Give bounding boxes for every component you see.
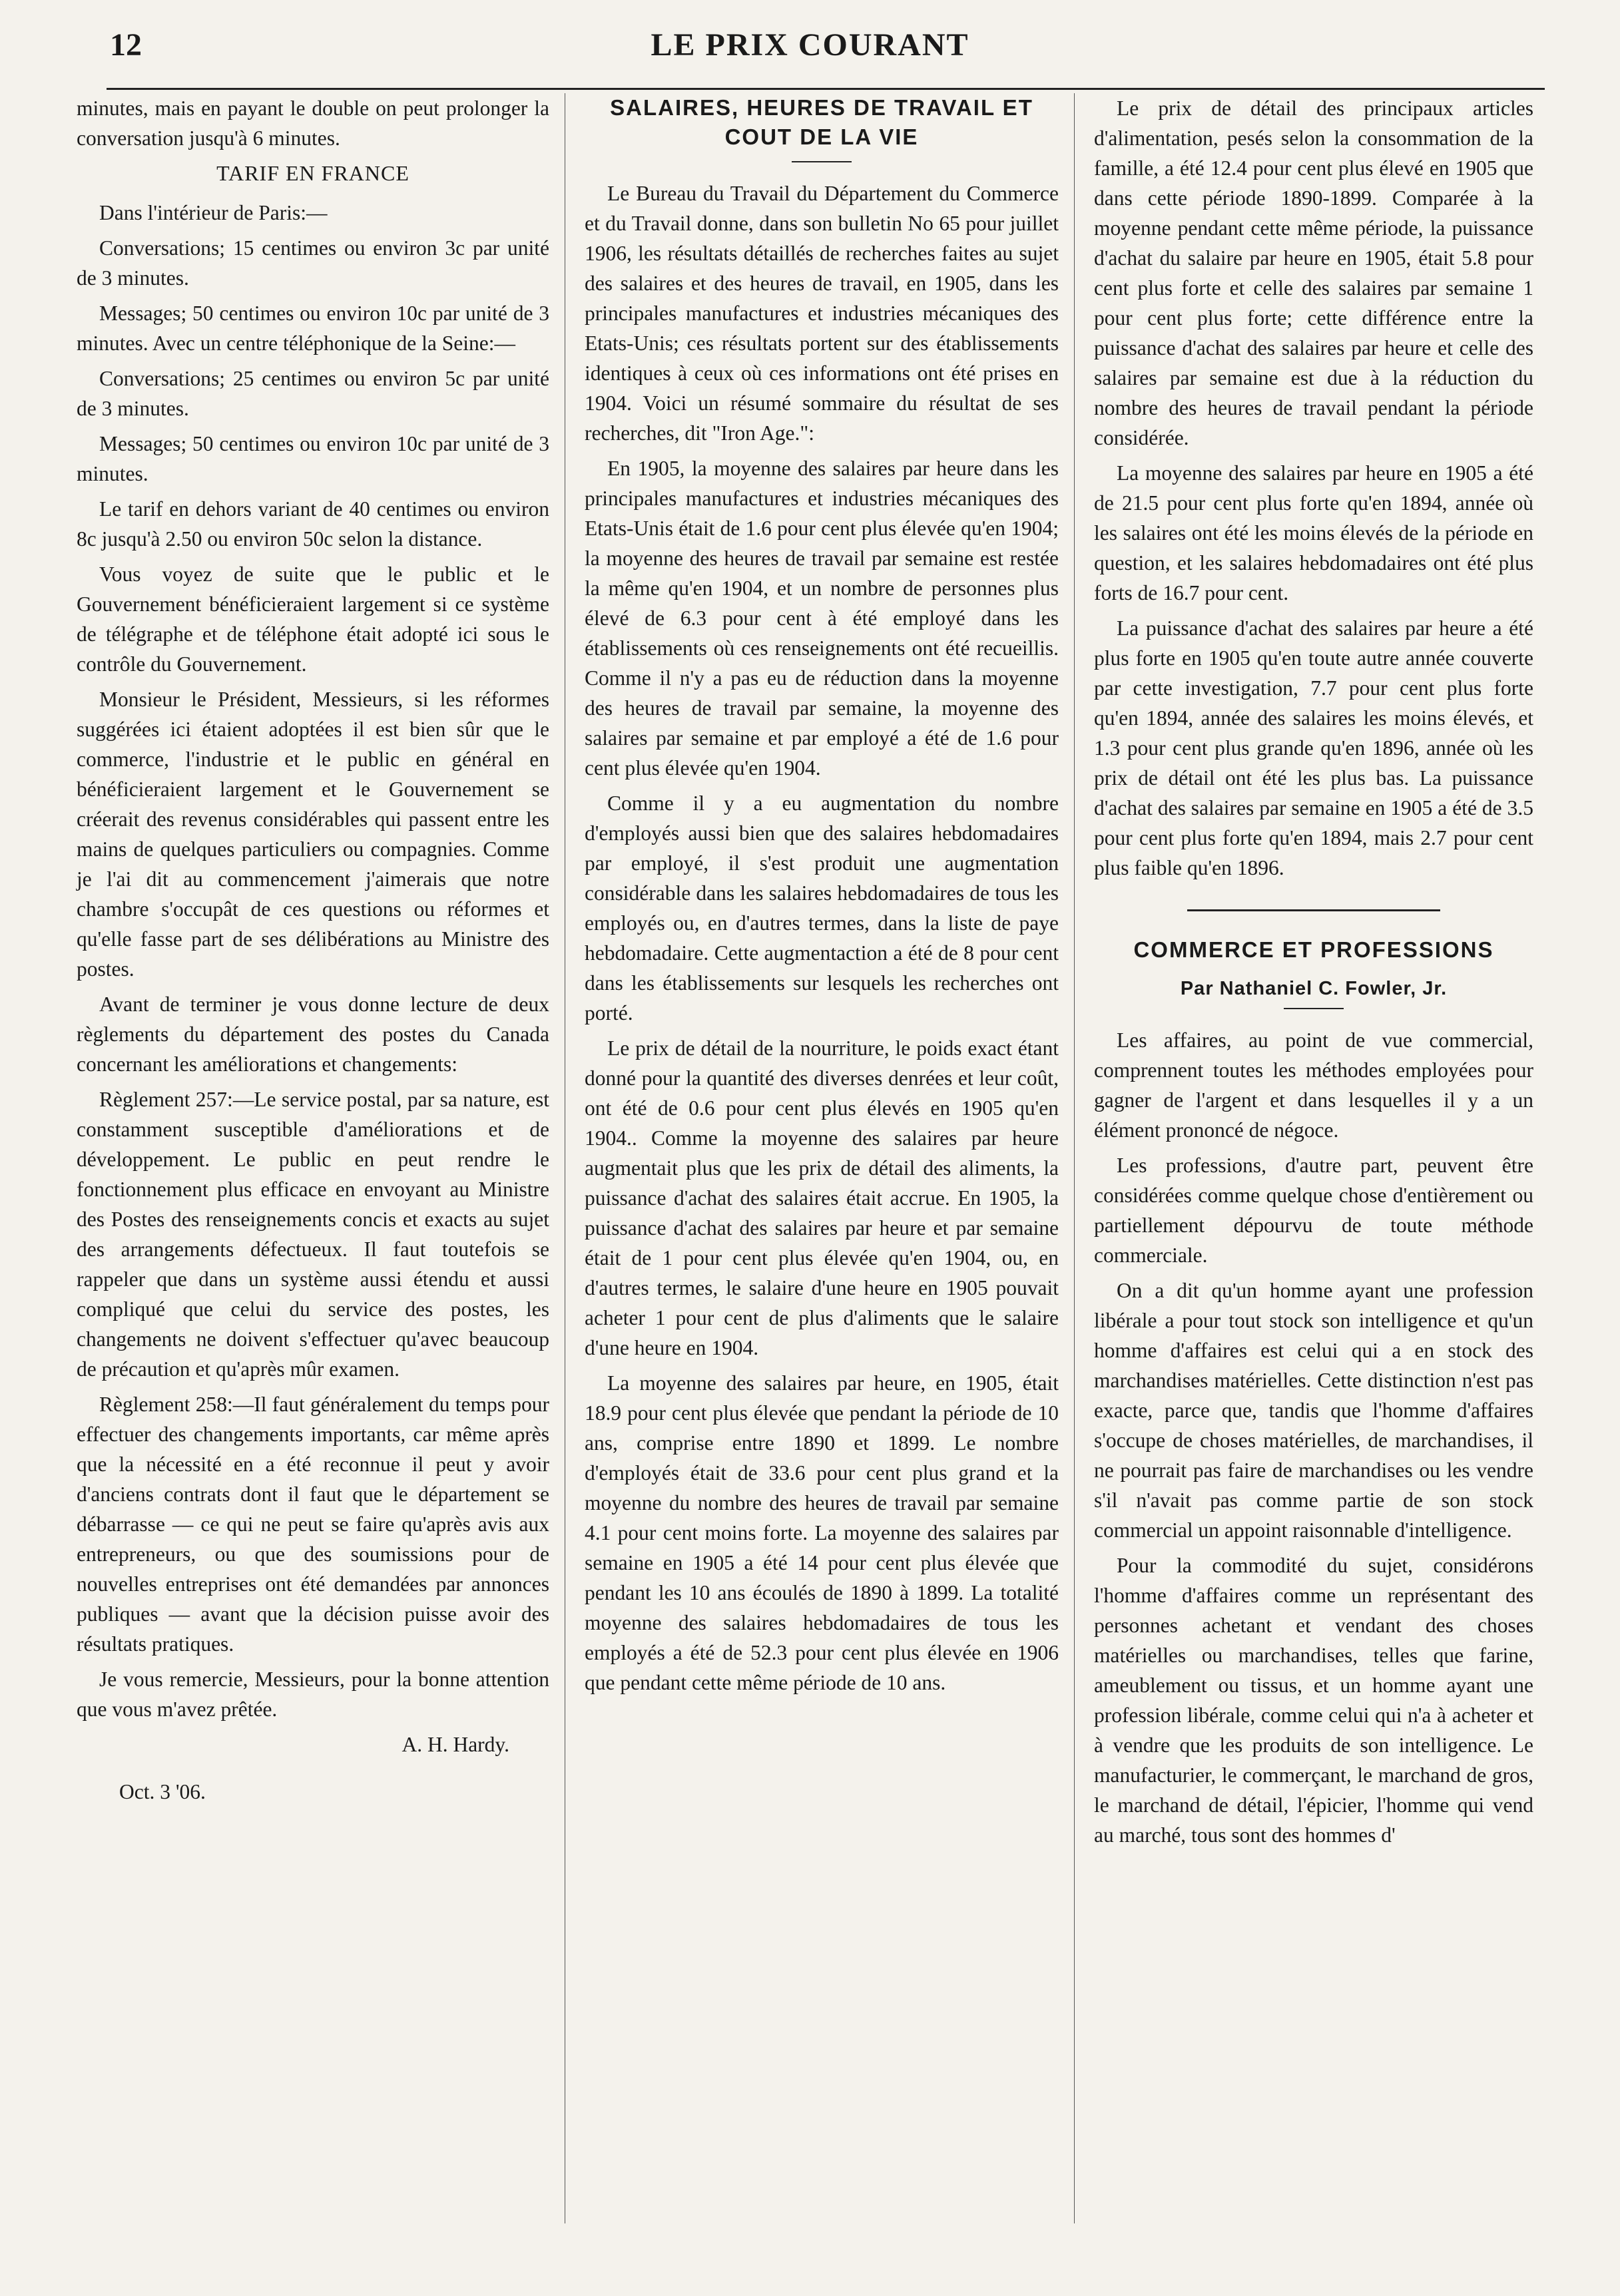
paragraph: Conversations; 15 centimes ou environ 3c par unité de 3 minutes. [77, 236, 549, 290]
paragraph: La moyenne des salaires par heure en 1905 a été de 21.5 pour cent plus forte qu'en 1894, année où les salaires ont été les moins élevés de la période en question, et les salaires hebdomadaires ont été plus forts de 16.7 pour cent. [1094, 461, 1533, 604]
paragraph: La moyenne des salaires par heure, en 1905, était 18.9 pour cent plus élevée que pendant la période de 10 ans, comprise entre 1890 et 1899. Le nombre d'employés était de 33.6 pour cent plus grand et la moyenne du nombre des heures de travail par semaine 4.1 pour cent moins forte. La moyenne des salaires par semaine en 1905 a été 14 pour cent plus élevée que pendant les 10 ans écoulés de 1890 à 1899. La totalité moyenne des salaires hebdomadaires de tous les employés a été de 52.3 pour cent plus élevée en 1906 que pendant cette même période de 10 ans. [585, 1371, 1059, 1694]
paragraph: On a dit qu'un homme ayant une profession libérale a pour tout stock son intelligence et qu'un homme d'affaires est celui qui a en stock des marchandises matérielles. Cette distinction n'est pas exacte, parce que, tandis que l'homme d'affaires s'occupe de choses matérielles, de marchandises, il ne pourrait pas faire de marchandises ou les vendre s'il n'avait pas comme partie de son stock commercial un appoint raisonnable d'intelligence. [1094, 1279, 1533, 1542]
article-separator [1187, 909, 1440, 911]
page-number: 12 [110, 27, 142, 63]
column-divider [1074, 93, 1075, 2223]
paragraph: Le tarif en dehors variant de 40 centimes ou environ 8c jusqu'à 2.50 ou environ 50c selon la distance. [77, 497, 549, 551]
byline-rule [1284, 1008, 1344, 1009]
signature: A. H. Hardy. [402, 1733, 509, 1756]
paragraph: Messages; 50 centimes ou environ 10c par unité de 3 minutes. Avec un centre téléphonique de la Seine:— [77, 302, 549, 355]
column-left [77, 93, 549, 1812]
column-middle [585, 93, 1059, 1703]
paragraph: Dans l'intérieur de Paris:— [99, 201, 328, 224]
article-title-commerce: COMMERCE ET PROFESSIONS [1133, 937, 1494, 962]
page-header [0, 27, 1620, 73]
paragraph: Comme il y a eu augmentation du nombre d'employés aussi bien que des salaires hebdomadaires par employé, il s'est produit une augmentation considérable dans les salaires hebdomadaires de tous les employés ou, en d'autres termes, dans la liste de paye hebdomadaire. Cette augmentaction a été de 8 pour cent dans les établissements sur lesquels les recherches ont porté. [585, 792, 1059, 1025]
paragraph: Le prix de détail des principaux articles d'alimentation, pesés selon la consommation de la famille, a été 12.4 pour cent plus élevé en 1905 que dans cette période 1890-1899. Comparée à la moyenne pendant cette même période, la puissance d'achat du salaire par heure en 1905, était 5.8 pour cent plus forte et celle des salaires par semaine 1 pour cent plus forte; cette différence entre la puissance d'achat des salaires par heure et celle des salaires par semaine est due à la réduction du nombre des heures de travail pendant la période considérée. [1094, 97, 1533, 449]
section-heading-tarif: TARIF EN FRANCE [216, 161, 409, 185]
paragraph: Vous voyez de suite que le public et le Gouvernement bénéficieraient largement si ce système de télégraphe et de téléphone était adopté ici sous le contrôle du Gouvernement. [77, 563, 549, 676]
byline: Par Nathaniel C. Fowler, Jr. [1180, 978, 1448, 999]
paragraph: Conversations; 25 centimes ou environ 5c par unité de 3 minutes. [77, 367, 549, 420]
paragraph: La puissance d'achat des salaires par heure a été plus forte en 1905 qu'en toute autre année couverte par cette investigation, 7.7 pour cent plus forte qu'en 1894, année des salaires les moins élevés, et 1.3 pour cent plus grande qu'en 1896, année où les prix de détail ont été les plus bas. La puissance d'achat des salaires par semaine en 1905 a été de 3.5 pour cent plus forte qu'en 1894, mais 2.7 pour cent plus faible qu'en 1896. [1094, 616, 1533, 879]
header-rule [107, 88, 1545, 90]
paragraph: Pour la commodité du sujet, considérons l'homme d'affaires comme un représentant des personnes achetant et vendant des choses matérielles ou marchandises, telles que farine, ameublement ou tissus, et un homme ayant une profession libérale, comme celui qui n'a à acheter et à vendre que les produits de son intelligence. Le manufacturier, le commerçant, le marchand de gros, le marchand de détail, l'épicier, l'homme qui vend au marché, tous sont des hommes d' [1094, 1554, 1533, 1847]
paragraph: En 1905, la moyenne des salaires par heure dans les principales manufactures et industries mécaniques des Etats-Unis était de 1.6 pour cent plus élevée qu'en 1904; la moyenne des heures de travail par semaine est restée la même qu'en 1904, et un nombre de personnes plus élevé de 6.3 pour cent à été employé dans les établissements où ces renseignements ont été recueillis. Comme il n'y a pas eu de réduction dans la moyenne des heures de travail par semaine, la moyenne des salaires par semaine et par employé a été de 1.6 pour cent plus élevée qu'en 1904. [585, 457, 1059, 780]
paragraph: Les professions, d'autre part, peuvent être considérées comme quelque chose d'entièrement ou partiellement dépourvu de toute méthode commerciale. [1094, 1154, 1533, 1267]
dateline: Oct. 3 '06. [119, 1780, 206, 1803]
article-title-salaires: SALAIRES, HEURES DE TRAVAIL ET COUT DE LA VIE [610, 95, 1033, 149]
paragraph: Monsieur le Président, Messieurs, si les réformes suggérées ici étaient adoptées il est bien sûr que le commerce, l'industrie et le public en général en bénéficieraient largement et le Gouvernement se créerait des revenus considérables qui passent entre les mains de quelques particuliers ou compagnies. Comme je l'ai dit au commencement j'aimerais que notre chambre s'occupât de ces questions ou réformes et qu'elle fasse part de ses délibérations au Ministre des postes. [77, 688, 549, 981]
paragraph: Les affaires, au point de vue commercial, comprennent toutes les méthodes employées pour gagner de l'argent et dans lesquelles il y a un élément prononcé de négoce. [1094, 1029, 1533, 1142]
paragraph: Messages; 50 centimes ou environ 10c par unité de 3 minutes. [77, 432, 549, 485]
paragraph: Le Bureau du Travail du Département du Commerce et du Travail donne, dans son bulletin No 65 pour juillet 1906, les résultats détaillés de recherches faites au sujet des salaires et des heures de travail, en 1905, dans les principales manufactures et industries mécaniques des Etats-Unis; ces résultats portent sur des établissements identiques à ceux où ces informations ont été prises en 1904. Voici un résumé sommaire du résultat de ses recherches, dit "Iron Age.": [585, 182, 1059, 445]
paragraph: Je vous remercie, Messieurs, pour la bonne attention que vous m'avez prêtée. [77, 1668, 549, 1721]
journal-title: LE PRIX COURANT [651, 27, 969, 63]
paragraph: Le prix de détail de la nourriture, le poids exact étant donné pour la quantité des diverses denrées et leur coût, ont été de 0.6 pour cent plus élevés en 1905 qu'en 1904.. Comme la moyenne des salaires par heure augmentait plus que les prix de détail des aliments, la puissance d'achat des salaires était accrue. En 1905, la puissance d'achat des salaires par heure et par semaine était de 1 pour cent plus élevée qu'en 1904, ou, en d'autres termes, le salaire d'une heure en 1905 pouvait acheter 1 pour cent de plus d'aliments que le salaire d'une heure en 1904. [585, 1036, 1059, 1359]
paragraph: Règlement 257:—Le service postal, par sa nature, est constamment susceptible d'améliorations et de développement. Le public en peut rendre le fonctionnement plus efficace en envoyant au Ministre des Postes des renseignements concis et exacts au sujet des arrangements défectueux. Il faut toutefois se rappeler que dans un système aussi étendu et aussi compliqué que celui du service des postes, les changements ne doivent s'effectuer qu'avec beaucoup de précaution et qu'après mûr examen. [77, 1088, 549, 1381]
paragraph: minutes, mais en payant le double on peut prolonger la conversation jusqu'à 6 minutes. [77, 97, 549, 150]
paragraph: Avant de terminer je vous donne lecture de deux règlements du département des postes du Canada concernant les améliorations et changements: [77, 993, 549, 1076]
paragraph: Règlement 258:—Il faut généralement du temps pour effectuer des changements importants, car même après que la nécessité en a été reconnue il peut y avoir d'anciens contrats dont il faut que le département se débarrasse — ce qui ne peut se faire qu'après avis aux entrepreneurs, ou que des soumissions pour de nouvelles entreprises ont été demandées par annonces publiques — avant que la décision puisse avoir des résultats pratiques. [77, 1393, 549, 1656]
title-rule [792, 161, 852, 162]
column-right [1094, 93, 1533, 1855]
